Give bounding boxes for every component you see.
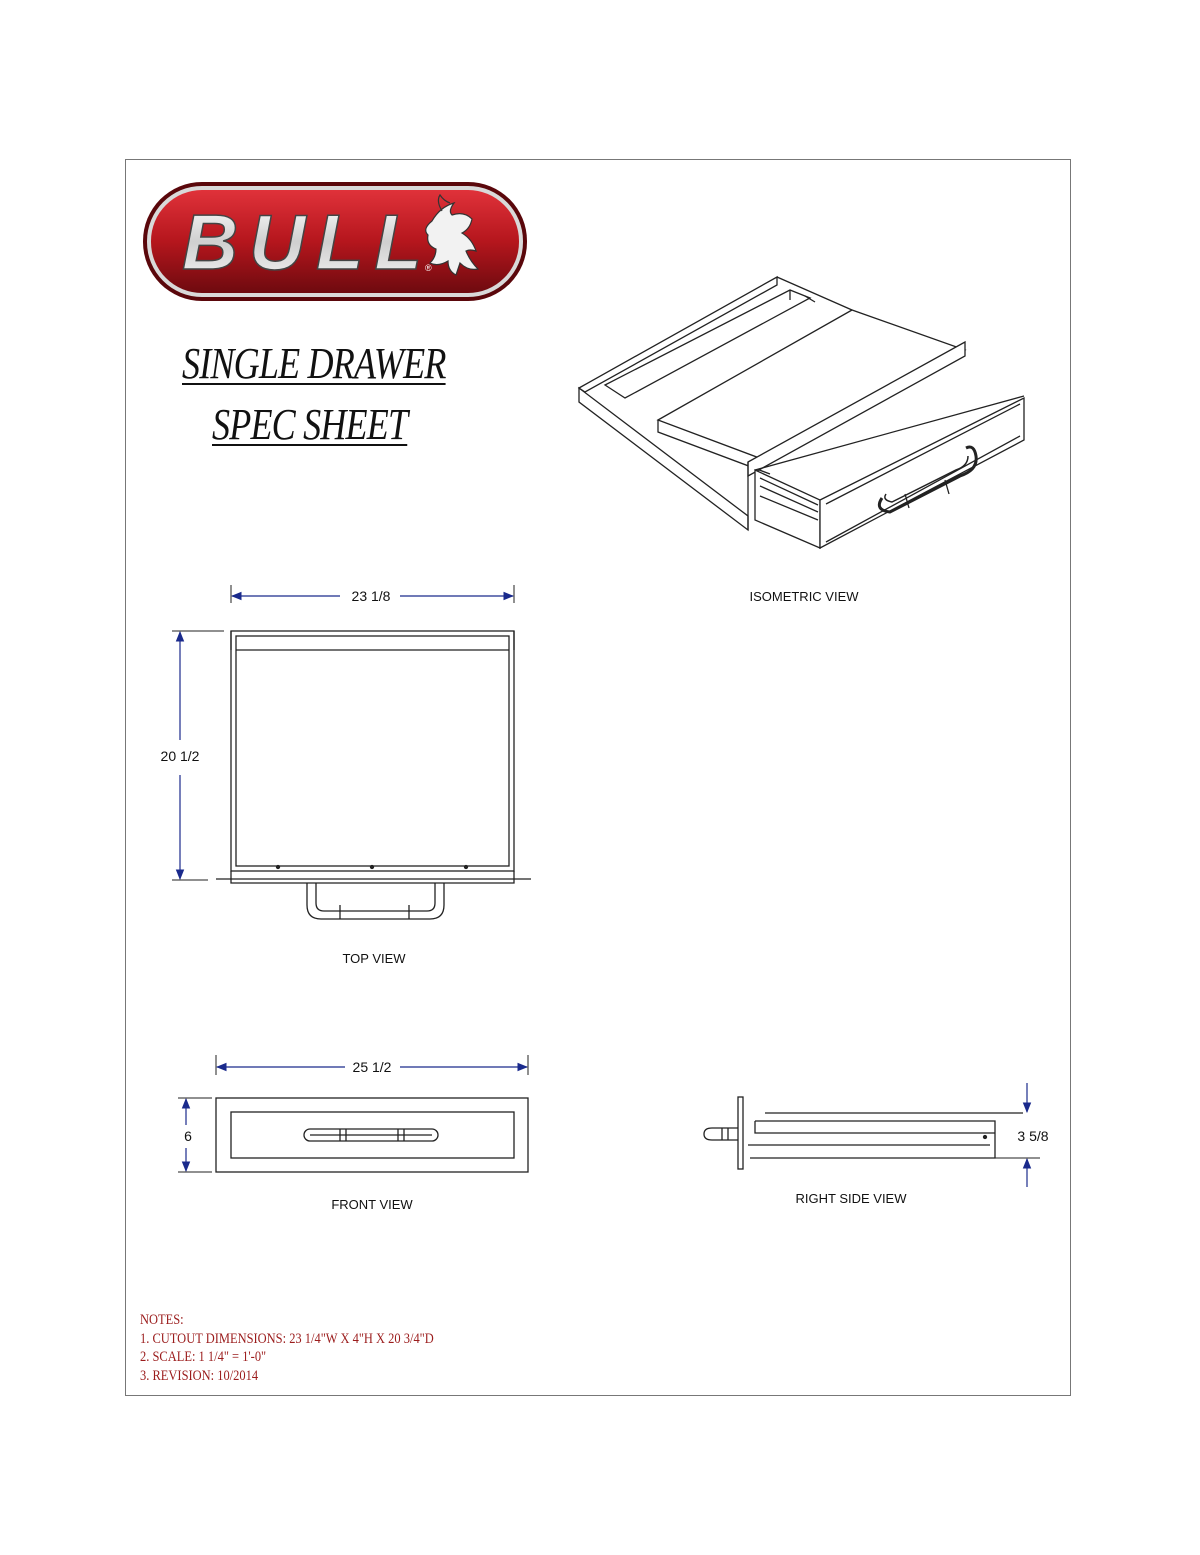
dim-top-width: 23 1/8 [351,588,391,604]
right-side-view-drawing [704,1097,1023,1169]
dim-side-height: 3 5/8 [1017,1128,1049,1144]
title-line-2: SPEC SHEET [212,400,408,449]
isometric-view-label: ISOMETRIC VIEW [749,589,859,604]
dim-top-depth: 20 1/2 [160,748,200,764]
isometric-view-drawing [579,277,1024,548]
note-item: 2. SCALE: 1 1/4" = 1'-0" [140,1349,267,1365]
notes-block [140,1311,482,1385]
dim-front-width: 25 1/2 [352,1059,392,1075]
note-item: 3. REVISION: 10/2014 [140,1367,259,1384]
notes-heading: NOTES: [140,1312,184,1328]
dim-front-height: 6 [184,1128,192,1144]
registered-mark: ® [425,263,432,273]
front-view-drawing [216,1098,528,1172]
note-item: 1. CUTOUT DIMENSIONS: 23 1/4"W X 4"H X 20 3/4"D [140,1330,434,1347]
front-view-label: FRONT VIEW [331,1197,413,1212]
logo-text: BULL [182,198,422,286]
right-side-view-label: RIGHT SIDE VIEW [795,1191,907,1206]
top-view-label: TOP VIEW [342,951,406,966]
top-view-drawing [216,631,531,919]
title-line-1: SINGLE DRAWER [182,339,446,388]
